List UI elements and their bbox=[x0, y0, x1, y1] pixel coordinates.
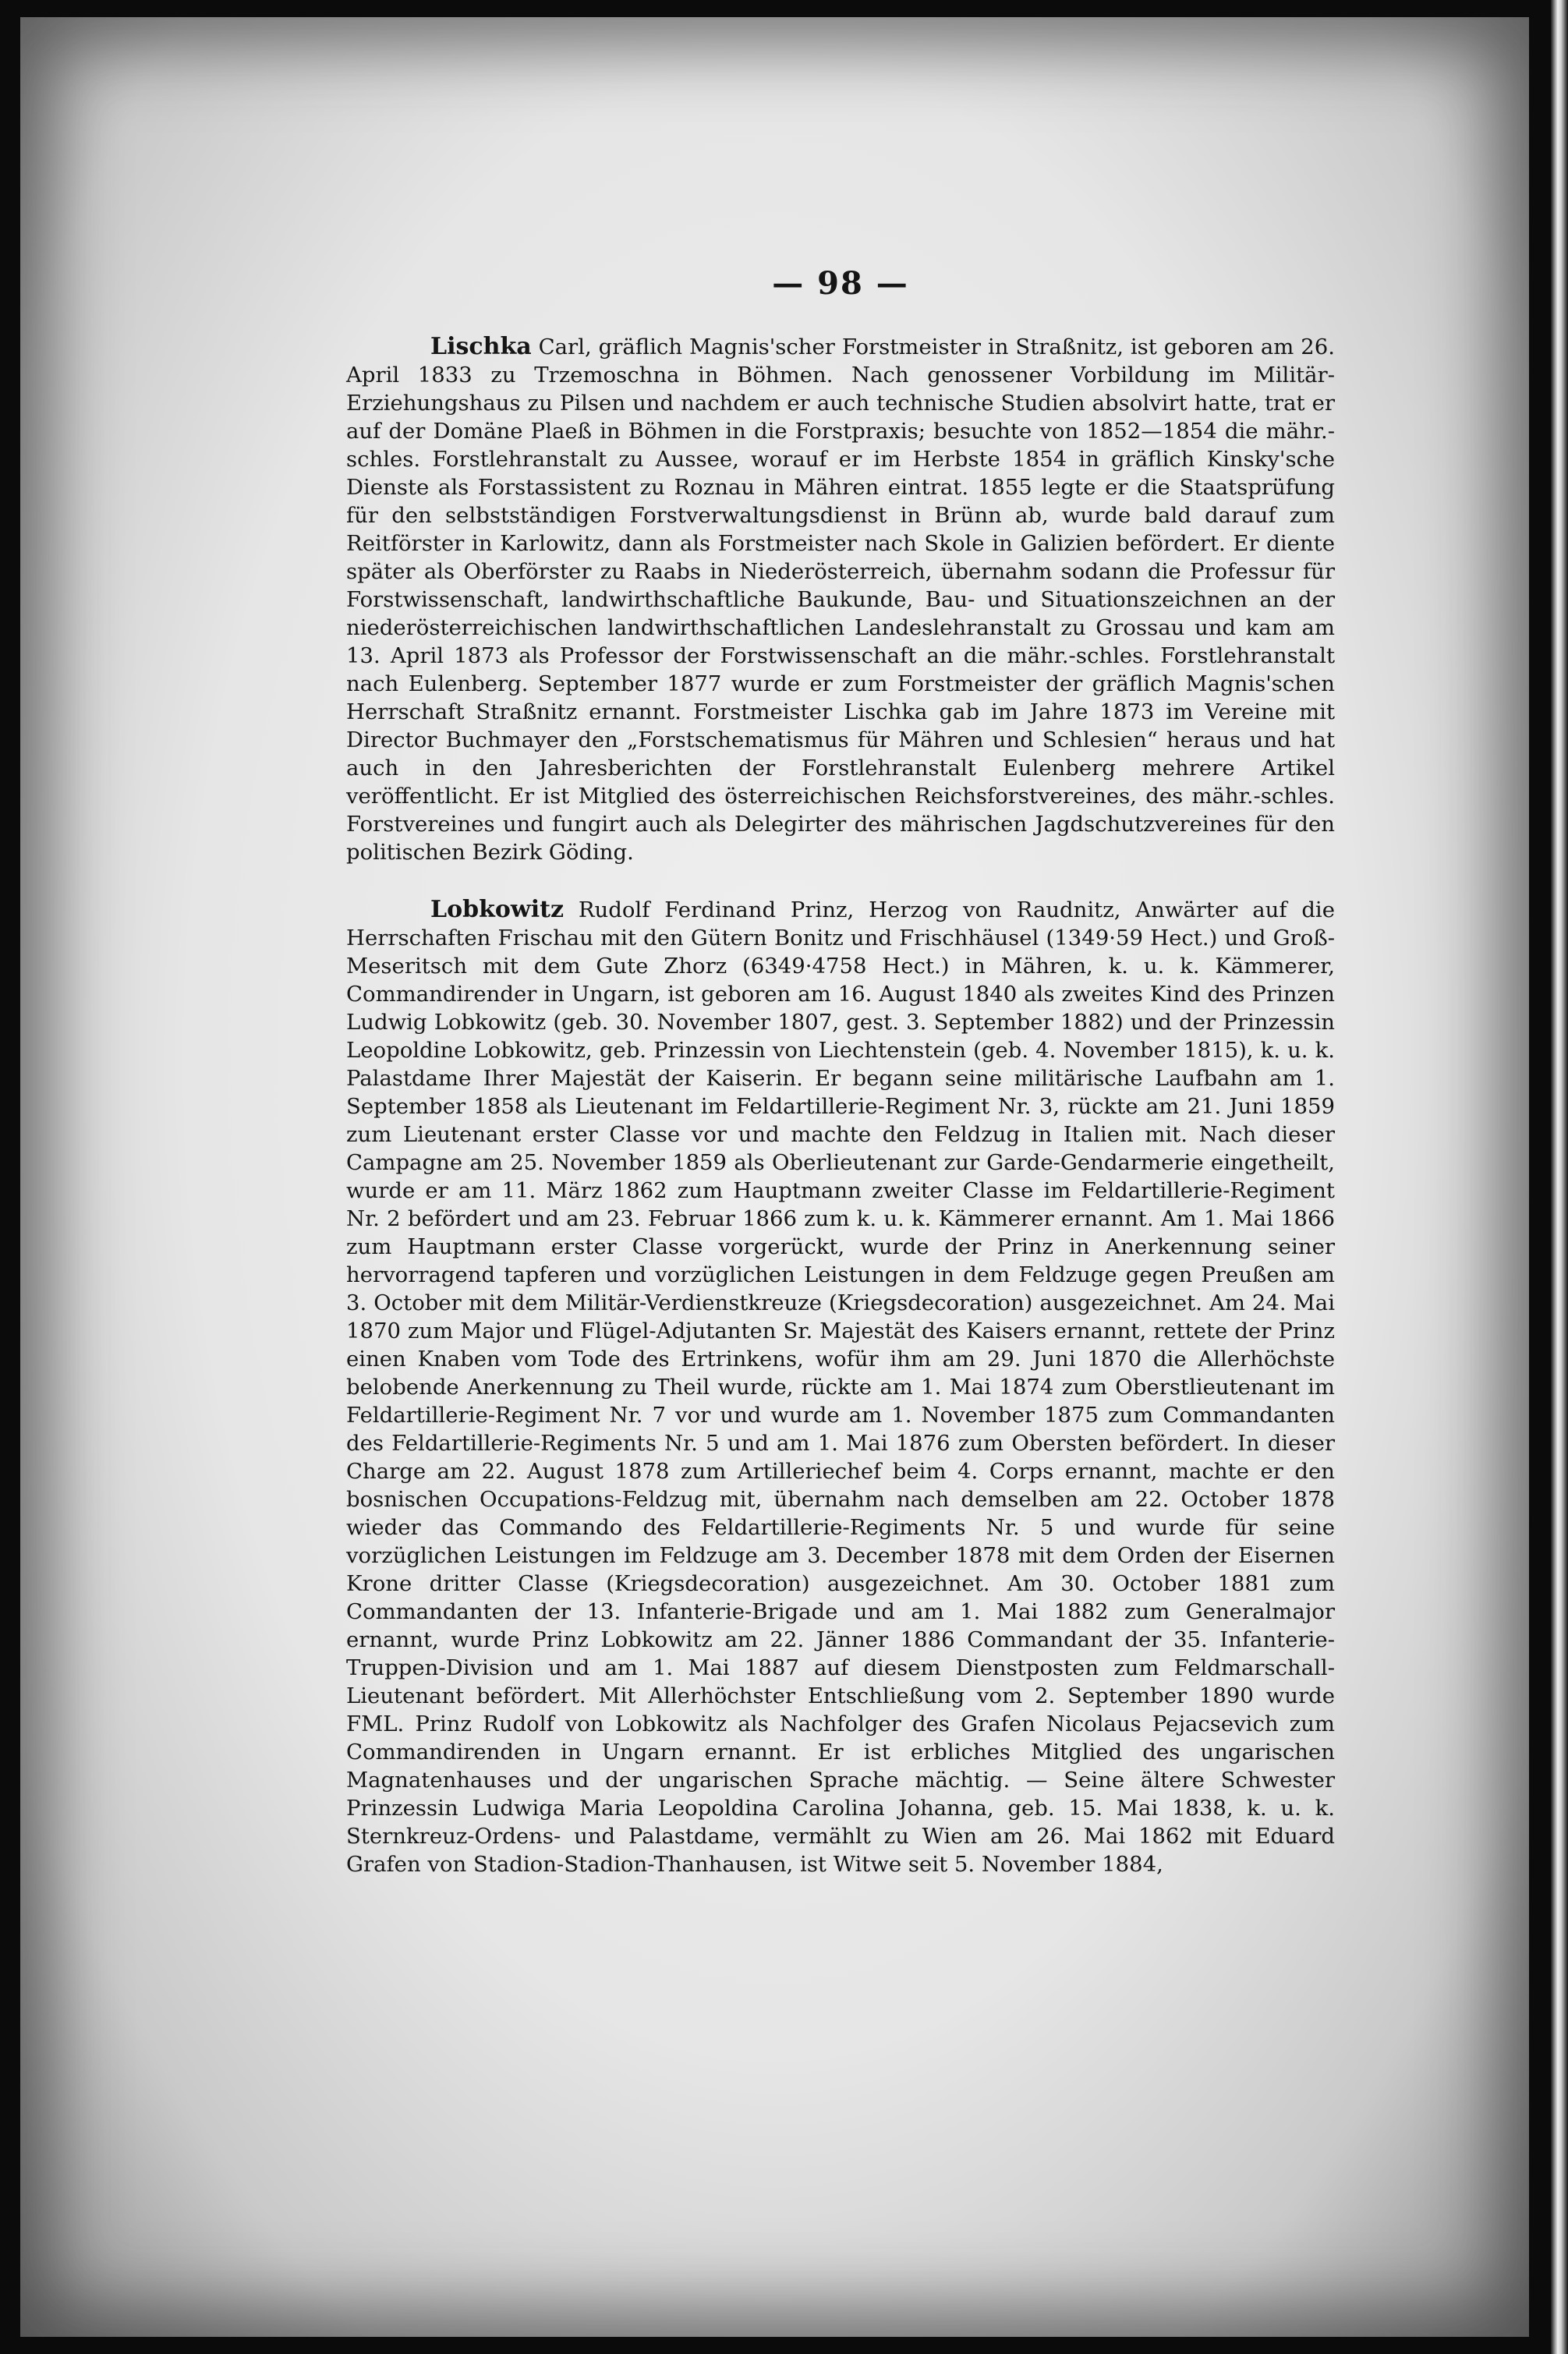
entry-text: Rudolf Ferdinand Prinz, Herzog von Raudnitz, Anwärter auf die Herrschaften Frischau mit den Gütern Bonitz und Frischhäusel (1349·59 Hect.) und Groß-Meseritsch mit dem Gute Zhorz (6349·4758 Hect.) in Mähren, k. u. k. Kämmerer, Commandirender in Ungarn, ist geboren am 16. August 1840 als zweites Kind des Prinzen Ludwig Lobkowitz (geb. 30. November 1807, gest. 3. September 1882) und der Prinzessin Leopoldine Lobkowitz, geb. Prinzessin von Liechtenstein (geb. 4. November 1815), k. u. k. Palastdame Ihrer Majestät der Kaiserin. Er begann seine militärische Laufbahn am 1. September 1858 als Lieutenant im Feldartillerie-Regiment Nr. 3, rückte am 21. Juni 1859 zum Lieutenant erster Classe vor und machte den Feldzug in Italien mit. Nach dieser Campagne am 25. November 1859 als Oberlieutenant zur Garde-Gendarmerie eingetheilt, wurde er am 11. März 1862 zum Hauptmann zweiter Classe im Feldartillerie-Regiment Nr. 2 befördert und am 23. Februar 1866 zum k. u. k. Kämmerer ernannt. Am 1. Mai 1866 zum Hauptmann erster Classe vorgerückt, wurde der Prinz in Anerkennung seiner hervorragend tapferen und vorzüglichen Leistungen in dem Feldzuge gegen Preußen am 3. October mit dem Militär-Verdienstkreuze (Kriegsdecoration) ausgezeichnet. Am 24. Mai 1870 zum Major und Flügel-Adjutanten Sr. Majestät des Kaisers ernannt, rettete der Prinz einen Knaben vom Tode des Ertrinkens, wofür ihm am 29. Juni 1870 die Allerhöchste belobende Anerkennung zu Theil wurde, rückte am 1. Mai 1874 zum Oberstlieutenant im Feldartillerie-Regiment Nr. 7 vor und wurde am 1. November 1875 zum Commandanten des Feldartillerie-Regiments Nr. 5 und am 1. Mai 1876 zum Obersten befördert. In dieser Charge am 22. August 1878 zum Artilleriechef beim 4. Corps ernannt, machte er den bosnischen Occupations-Feldzug mit, übernahm nach demselben am 22. October 1878 wieder das Commando des Feldartillerie-Regiments Nr. 5 und wurde für seine vorzüglichen Leistungen im Feldzuge am 3. December 1878 mit dem Orden der Eisernen Krone dritter Classe (Kriegsdecoration) ausgezeichnet. Am 30. October 1881 zum Commandanten der 13. Infanterie-Brigade und am 1. Mai 1882 zum Generalmajor ernannt, wurde Prinz Lobkowitz am 22. Jänner 1886 Commandant der 35. Infanterie-Truppen-Division und am 1. Mai 1887 auf diesem Dienstposten zum Feldmarschall-Lieutenant befördert. Mit Allerhöchster Entschließung vom 2. September 1890 wurde FML. Prinz Rudolf von Lobkowitz als Nachfolger des Grafen Nicolaus Pejacsevich zum Commandirenden in Ungarn ernannt. Er ist erbliches Mitglied des ungarischen Magnatenhauses und der ungarischen Sprache mächtig. — Seine ältere Schwester Prinzessin Ludwiga Maria Leopoldina Carolina Johanna, geb. 15. Mai 1838, k. u. k. Sternkreuz-Ordens- und Palastdame, vermählt zu Wien am 26. Mai 1862 mit Eduard Grafen von Stadion-Stadion-Thanhausen, ist Witwe seit 5. November 1884, bbox=[346, 897, 1336, 1877]
page-number: — 98 — bbox=[772, 265, 909, 302]
entry-name: Lobkowitz bbox=[430, 896, 564, 923]
page-text-block bbox=[346, 265, 1335, 1878]
entry-lobkowitz bbox=[346, 896, 1335, 1878]
entry-name: Lischka bbox=[430, 333, 532, 360]
entry-lischka bbox=[346, 333, 1335, 866]
book-binding-edge bbox=[1551, 0, 1568, 2354]
entry-text: Carl, gräflich Magnis'scher Forstmeister in Straßnitz, ist geboren am 26. April 1833 zu Trzemoschna in Böhmen. Nach genossener Vorbildung im Militär-Erziehungshaus zu Pilsen und nachdem er auch technische Studien absolvirt hatte, trat er auf der Domäne Plaeß in Böhmen in die Forstpraxis; besuchte von 1852—1854 die mähr.-schles. Forstlehranstalt zu Aussee, worauf er im Herbste 1854 in gräflich Kinsky'sche Dienste als Forstassistent zu Roznau in Mähren eintrat. 1855 legte er die Staatsprüfung für den selbstständigen Forstverwaltungsdienst in Brünn ab, wurde bald darauf zum Reitförster in Karlowitz, dann als Forstmeister nach Skole in Galizien befördert. Er diente später als Oberförster zu Raabs in Niederösterreich, übernahm sodann die Professur für Forstwissenschaft, landwirthschaftliche Baukunde, Bau- und Situationszeichnen an der niederösterreichischen landwirthschaftlichen Landeslehranstalt zu Grossau und kam am 13. April 1873 als Professor der Forstwissenschaft an die mähr.-schles. Forstlehranstalt nach Eulenberg. September 1877 wurde er zum Forstmeister der gräflich Magnis'schen Herrschaft Straßnitz ernannt. Forstmeister Lischka gab im Jahre 1873 im Vereine mit Director Buchmayer den „Forstschematismus für Mähren und Schlesien“ heraus und hat auch in den Jahresberichten der Forstlehranstalt Eulenberg mehrere Artikel veröffentlicht. Er ist Mitglied des österreichischen Reichsforstvereines, des mähr.-schles. Forstvereines und fungirt auch als Delegirter des mährischen Jagdschutzvereines für den politischen Bezirk Göding. bbox=[346, 335, 1335, 865]
